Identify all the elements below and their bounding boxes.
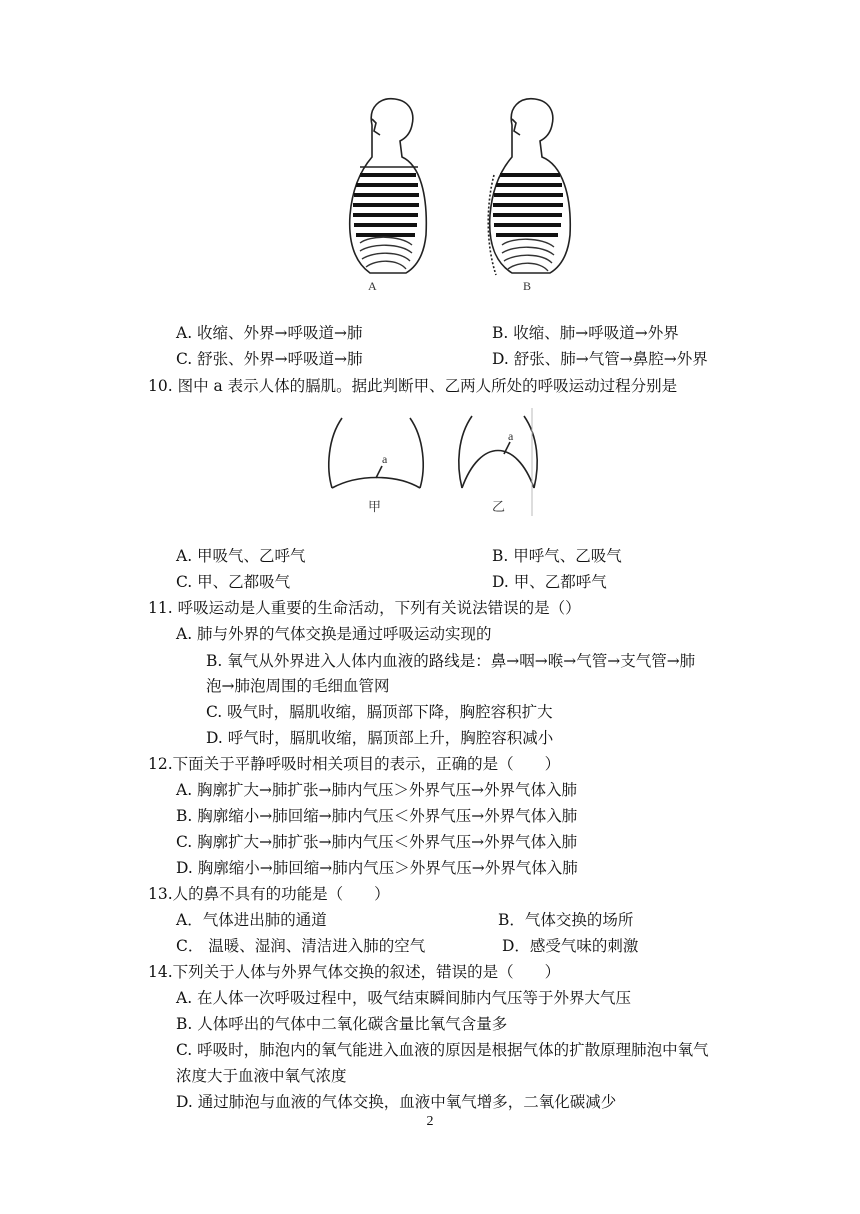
- q14-option-c-line1: C. 呼吸时，肺泡内的氧气能进入血液的原因是根据气体的扩散原理肺泡中氧气: [176, 1041, 709, 1059]
- q14-option-d: D. 通过肺泡与血液的气体交换，血液中氧气增多，二氧化碳减少: [176, 1093, 617, 1111]
- q11-option-a: A. 肺与外界的气体交换是通过呼吸运动实现的: [176, 625, 492, 643]
- breathing-figure-ab: [320, 95, 600, 300]
- q12-option-c: C. 胸廓扩大→肺扩张→肺内气压＜外界气压→外界气体入肺: [176, 833, 578, 851]
- q11-option-b-line1: B. 氧气从外界进入人体内血液的路线是：鼻→咽→喉→气管→支气管→肺: [206, 652, 696, 670]
- q9-option-c: C. 舒张、外界→呼吸道→肺: [176, 350, 363, 368]
- q9-option-d: D. 舒张、肺→气管→鼻腔→外界: [492, 350, 708, 368]
- q10-option-c: C. 甲、乙都吸气: [176, 573, 291, 591]
- q12-option-d: D. 胸廓缩小→肺回缩→肺内气压＞外界气压→外界气体入肺: [176, 859, 578, 877]
- diaphragm-label-yi: 乙: [492, 500, 506, 515]
- diaphragm-label-jia: 甲: [368, 500, 382, 515]
- q13-option-b: B．气体交换的场所: [498, 911, 634, 929]
- figure-label-b: B: [523, 279, 532, 293]
- q9-option-a: A. 收缩、外界→呼吸道→肺: [176, 324, 363, 342]
- diaphragm-label-a-jia: a: [382, 452, 388, 466]
- q12-option-b: B. 胸廓缩小→肺回缩→肺内气压＜外界气压→外界气体入肺: [176, 807, 578, 825]
- q14-stem: 14.下列关于人体与外界气体交换的叙述，错误的是（ ）: [148, 963, 561, 981]
- abdomen-a: [360, 237, 412, 269]
- q10-stem: 10. 图中 a 表示人体的膈肌。据此判断甲、乙两人所处的呼吸运动过程分别是: [148, 377, 678, 395]
- q14-option-a: A. 在人体一次呼吸过程中，吸气结束瞬间肺内气压等于外界大气压: [176, 989, 632, 1007]
- figure-label-a: A: [368, 279, 377, 293]
- q12-stem: 12.下面关于平静呼吸时相关项目的表示，正确的是（ ）: [148, 755, 561, 773]
- q11-option-d: D. 呼气时，膈肌收缩，膈顶部上升，胸腔容积减小: [206, 729, 554, 747]
- q13-option-d: D．感受气味的刺激: [502, 937, 639, 955]
- q10-option-b: B. 甲呼气、乙吸气: [492, 547, 622, 565]
- page-number: 2: [426, 1114, 434, 1129]
- abdomen-b: [502, 239, 554, 271]
- ribcage-b: [493, 175, 563, 235]
- q12-option-a: A. 胸廓扩大→肺扩张→肺内气压＞外界气压→外界气体入肺: [176, 781, 578, 799]
- q13-option-c: C． 温暖、湿润、清洁进入肺的空气: [176, 937, 426, 955]
- q10-option-d: D. 甲、乙都呼气: [492, 573, 607, 591]
- diaphragm-label-a-yi: a: [508, 429, 514, 443]
- ribcage-a: [353, 175, 419, 235]
- diaphragm-jia: [329, 418, 423, 488]
- q13-option-a: A．气体进出肺的通道: [176, 911, 327, 929]
- q13-stem: 13.人的鼻不具有的功能是（ ）: [148, 885, 390, 903]
- q11-stem: 11. 呼吸运动是人重要的生命活动，下列有关说法错误的是（）: [148, 599, 581, 617]
- q11-option-b-line2: 泡→肺泡周围的毛细血管网: [206, 677, 390, 695]
- diaphragm-figure: [318, 408, 540, 520]
- q9-option-b: B. 收缩、肺→呼吸道→外界: [492, 324, 679, 342]
- q14-option-b: B. 人体呼出的气体中二氧化碳含量比氧气含量多: [176, 1015, 508, 1033]
- q14-option-c-line2: 浓度大于血液中氧气浓度: [176, 1067, 347, 1085]
- q11-option-c: C. 吸气时，膈肌收缩，膈顶部下降，胸腔容积扩大: [206, 703, 553, 721]
- q10-option-a: A. 甲吸气、乙呼气: [176, 547, 306, 565]
